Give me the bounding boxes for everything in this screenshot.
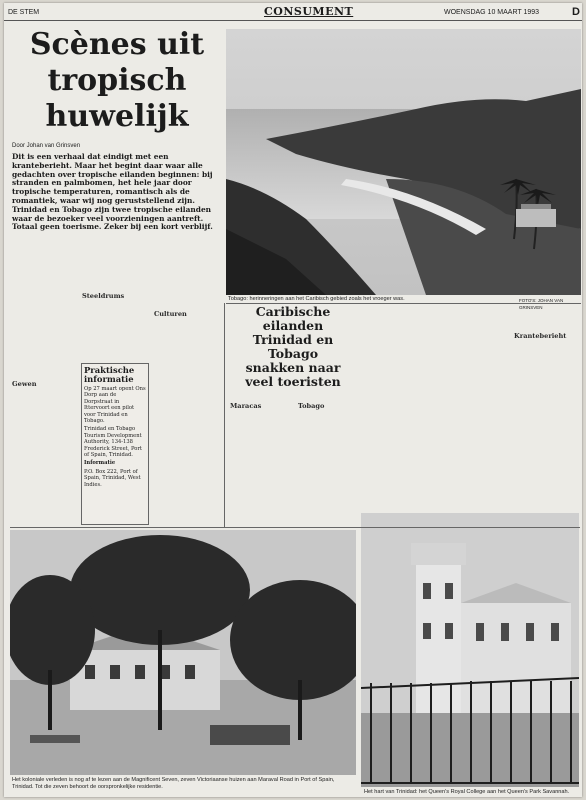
beach-photo [226,29,581,295]
bottom-left-caption: Het koloniale verleden is nog af te lezen aan de Magnificent Seven, zeven Victoriaanse huizen aan Maraval Road in Port of Spain, Trinidad. Tot die zeven behoort de oorspronkelijke residentie. [12,777,335,790]
page-header [4,3,582,21]
info-paragraph: Op 27 maart opent Ons Dorp aan de Dorpstraat in Ittervoort een pilot voor Trinidad en Tobago. [84,386,146,425]
divider [10,527,580,528]
bottom-right-caption: Het hart van Trinidad: het Queen's Royal College aan het Queen's Park Savannah. [364,789,570,795]
college-building-photo [361,513,579,787]
text-column-3 [154,143,222,523]
info-box [81,363,149,525]
byline: Door Johan van Grinsven [12,143,81,149]
text-column-5 [298,373,358,523]
photo-credit: FOTO'S: JOHAN VAN GRINSVEN [519,298,564,310]
info-paragraph: Trinidad en Tobago Tourism Development Authority, 134-138 Frederick Street, Port of Spain, Trinidad. [84,426,142,459]
text-column-2 [82,221,150,361]
paper-name: DE STEM [8,9,40,16]
text-column-4 [230,373,294,523]
page-letter: D [572,6,580,18]
subsection-heading: Maracas [230,402,262,410]
subsection-heading: Tobago [298,402,325,410]
article-lead: Dit is een verhaal dat eindigt met een kranteberieht. Maar het begint daar waar alle gedachten over tropische eilanden beginnen: bij stranden en palmbomen, het hele jaar door tropische temperaturen, romantisch als de romantiek, waar wij nog geruststellend zijn. Trinidad en Tobago zijn twee tropische eilanden waar de bezoeker veel voorzieningen aantreft. Totaal geen toerisme. Zeker bij een kort verblijf. [12,152,213,232]
text-column-8 [514,307,580,507]
info-contact: P.O. Box 222, Port of Spain, Trinidad, West Indies. [84,468,141,488]
newspaper-page [4,3,582,797]
subsection-heading: Gewen [12,380,37,388]
main-photo-caption: Tobago: herinneringen aan het Caribisch gebied zoals het vroeger was. [228,296,405,302]
info-heading: Informatie [84,460,116,467]
colonial-houses-photo [10,530,356,775]
subsection-heading: Kranteberieht [514,332,567,340]
subsection-heading: Culturen [154,310,187,318]
sub-headline: Caribische eilanden Trinidad en Tobago snakken naar veel toeristen [245,304,341,389]
issue-date: WOENSDAG 10 MAART 1993 [444,9,540,16]
info-box-title: Praktische informatie [84,365,135,384]
subsection-heading: Steeldrums [82,292,125,300]
text-column-1 [12,221,78,527]
article-headline: Scènes uit tropisch huwelijk [29,27,205,134]
column-rule [224,303,225,528]
section-title: CONSUMENT [264,5,354,18]
